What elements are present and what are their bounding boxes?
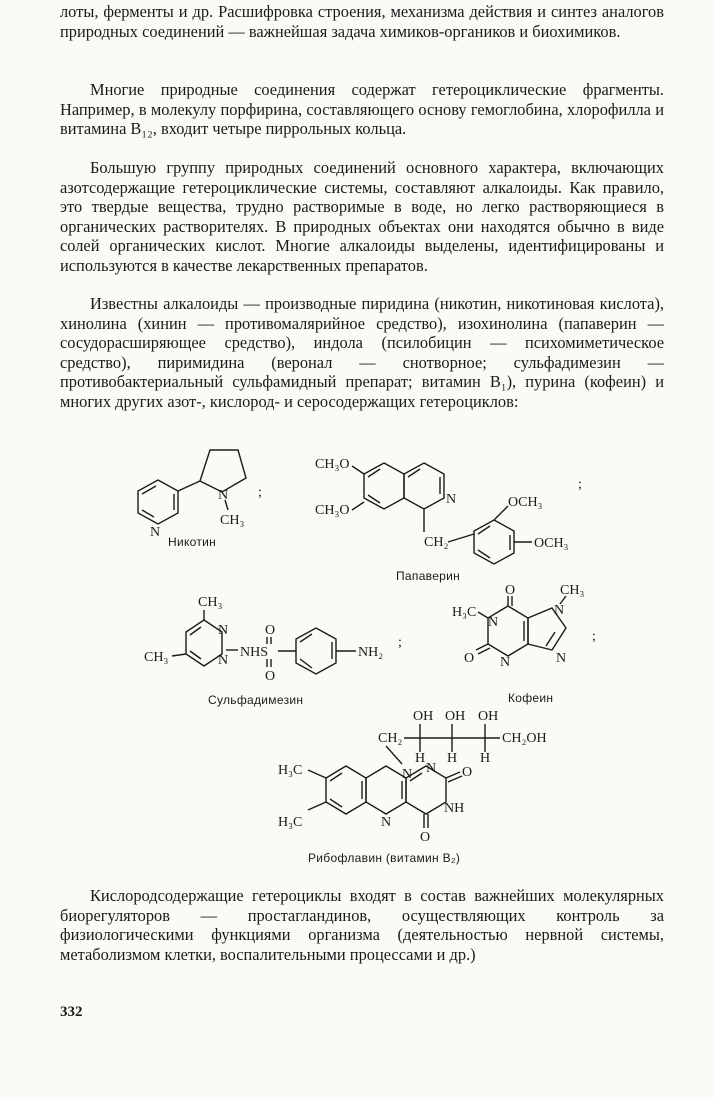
nicotine-caption: Никотин [168,535,217,549]
papaverine-methoxy-1: CH₃O [315,457,350,472]
riboflavin-nh: NH [444,801,465,816]
paragraph-alkaloids: Большую группу природных соединений основного характера, включающих азотсодержащие гетероциклические системы, составляют алкалоиды. Как правило, это твердые вещества, трудно растворимые в воде, но легко растворяющиеся в органических растворителях. В природных объектах они находятся обычно в виде солей органических кислот. Многие алкалоиды выделены, идентифицированы и используются в качестве лекарственных препаратов. [60,158,664,275]
sulfadimezine-nhs: NHS [240,645,269,660]
papaverine-dimethoxyphenyl-ring [474,520,514,564]
nicotine-atom-n-pyrrolidine: N [218,488,229,503]
sulfadimezine-pyrimidine-ring [186,620,222,666]
riboflavin-o-bottom: O [420,830,431,845]
sulfadimezine-amine: NH₂ [358,645,384,660]
riboflavin-n-top: N [402,767,413,782]
formula-nicotine [138,450,262,549]
caffeine-n7: N [554,603,565,618]
caffeine-methyl-n1: H₃C [452,605,477,620]
riboflavin-h-3: H [480,751,491,766]
riboflavin-oh-1: OH [413,709,434,724]
nicotine-pyridine-ring [138,480,178,524]
paragraph-heterocyclic-fragments: Многие природные соединения содержат гетероциклические фрагменты. Например, в молекулу порфирина, составляющего основу гемоглобина, хлорофилла и витамина B₁₂, входит четыре пиррольных кольца. [60,80,664,139]
formula-riboflavin [278,709,547,865]
riboflavin-methyl-1: H₃C [278,763,303,778]
caffeine-n9: N [556,651,567,666]
formula-sulfadimezine [144,595,402,707]
papaverine-methoxy-3: OCH₃ [508,495,543,510]
riboflavin-h-1: H [415,751,426,766]
riboflavin-chain-start: CH₂ [378,731,403,746]
sulfadimezine-methyl-left: CH₃ [144,650,169,665]
papaverine-separator: ; [578,477,582,492]
caffeine-o-left: O [464,651,475,666]
sulfadimezine-n2: N [218,653,229,668]
riboflavin-h-2: H [447,751,458,766]
sulfadimezine-methyl-top: CH₃ [198,595,223,610]
papaverine-benzene-ring [364,463,404,509]
riboflavin-oh-3: OH [478,709,499,724]
riboflavin-caption: Рибофлавин (витамин B₂) [308,851,461,865]
papaverine-methoxy-2: CH₃O [315,503,350,518]
riboflavin-n-bottom: N [381,815,392,830]
riboflavin-n-right: N [426,761,437,776]
formula-papaverine [315,457,582,583]
sulfadimezine-separator: ; [398,635,402,650]
nicotine-separator: ; [258,485,262,500]
caffeine-pyrimidine-ring [488,606,528,656]
papaverine-bridge: CH₂ [424,535,449,550]
caffeine-separator: ; [592,629,596,644]
riboflavin-o-top: O [462,765,473,780]
caffeine-n1: N [488,615,499,630]
nicotine-atom-n-ring: N [150,525,161,540]
riboflavin-chain-end: CH₂OH [502,731,547,746]
papaverine-methoxy-4: OCH₃ [534,536,569,551]
sulfadimezine-caption: Сульфадимезин [208,693,304,707]
page-number: 332 [60,1004,83,1020]
formula-caffeine [452,583,596,705]
sulfadimezine-n1: N [218,623,229,638]
caffeine-caption: Кофеин [508,691,554,705]
paragraph-alkaloid-examples: Известны алкалоиды — производные пиридина (никотин, никотиновая кислота), хинолина (хинин — противомалярийное средство), изохинолина (папаверин — сосудорасширяющее средство), индола (псилобицин — психомиметическое средство), пиримидина (веронал — снотворное; сульфадимезин — противобактериальный сульфамидный препарат; витамин B₁), пурина (кофеин) и многих других азот-, кислород- и серосодержащих гетероциклов: [60,294,664,411]
papaverine-pyridine-ring [404,463,444,509]
riboflavin-oh-2: OH [445,709,466,724]
structural-formulas [0,436,714,876]
caffeine-methyl-n7: CH₃ [560,583,585,598]
riboflavin-benzene-ring [326,766,366,814]
nicotine-methyl: CH₃ [220,513,245,528]
sulfadimezine-oxygen-top: O [265,623,276,638]
papaverine-ring-n: N [446,492,457,507]
caffeine-o-top: O [505,583,516,598]
nicotine-pyrrolidine-ring [200,450,246,492]
caffeine-n3: N [500,655,511,670]
sulfadimezine-benzene-ring [296,628,336,674]
papaverine-caption: Папаверин [396,569,461,583]
sulfadimezine-oxygen-bottom: O [265,669,276,684]
formulas-drawing [0,436,714,876]
riboflavin-pyrazine-ring [366,766,406,814]
riboflavin-methyl-2: H₃C [278,815,303,830]
paragraph-oxygen-heterocycles: Кислородсодержащие гетероциклы входят в состав важнейших молекулярных биорегуляторов — простагландинов, осуществляющих контроль за физиологическими функциями организма (деятельностью нервной системы, метаболизмом клетки, воспалительными процессами и др.) [60,886,664,964]
paragraph-intro-continued: лоты, ферменты и др. Расшифровка строения, механизма действия и синтез аналогов природных соединений — важнейшая задача химиков-органиков и биохимиков. [60,2,664,41]
